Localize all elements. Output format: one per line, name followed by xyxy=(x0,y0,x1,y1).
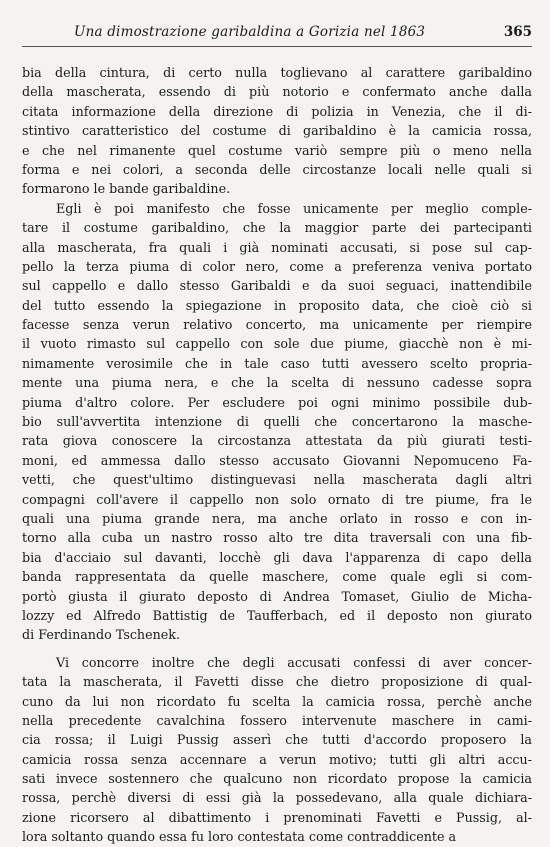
text-line: cia rossa; il Luigi Pussig asserì che tutti d'accordo proposero la xyxy=(22,732,532,748)
text-line: della mascherata, essendo di più notorio e confermato anche dalla xyxy=(22,84,532,100)
text-line: banda rappresentata da quelle maschere, come quale egli si com- xyxy=(22,569,532,585)
text-line: pello la terza piuma di color nero, come a preferenza veniva portato xyxy=(22,258,532,274)
text-line: formarono le bande garibaldine. xyxy=(22,181,231,197)
text-line: del tutto essendo la spiegazione in proposito data, che cioè ciò si xyxy=(22,297,532,313)
text-line: forma e nei colori, a seconda delle circostanze locali nelle quali si xyxy=(22,161,532,177)
running-title: Una dimostrazione garibaldina a Gorizia nel 1863 xyxy=(74,24,426,40)
text-line: rata giova conoscere la circostanza attestata da più giurati testi- xyxy=(22,433,532,449)
text-line: facesse senza verun relativo concerto, ma unicamente per riempire xyxy=(22,317,532,333)
text-line: sati invece sostennero che qualcuno non ricordato propose la camicia xyxy=(22,771,532,787)
paragraph xyxy=(22,653,532,847)
text-line: compagni coll'avere il cappello non solo ornato di tre piume, fra le xyxy=(22,491,532,507)
text-line: Egli è poi manifesto che fosse unicamente per meglio comple- xyxy=(56,200,532,216)
text-line: alla mascherata, fra quali i già nominati accusati, si pose sul cap- xyxy=(22,239,532,255)
text-line: lora soltanto quando essa fu loro contestata come contraddicente a xyxy=(22,829,457,845)
text-line: nimamente verosimile che in tale caso tutti avessero scelto propria- xyxy=(22,355,532,371)
text-line: bia d'acciaio sul davanti, locchè gli dava l'apparenza di capo della xyxy=(22,549,532,565)
page-number: 365 xyxy=(503,24,532,40)
text-line: moni, ed ammessa dallo stesso accusato Giovanni Nepomuceno Fa- xyxy=(22,452,532,468)
text-line: sul cappello e dallo stesso Garibaldi e da suoi seguaci, inattendibile xyxy=(22,278,532,294)
text-line: di Ferdinando Tschenek. xyxy=(22,627,181,643)
text-line: tata la mascherata, il Favetti disse che dietro proposizione di qual- xyxy=(22,674,532,690)
text-line: portò giusta il giurato deposto di Andrea Tomaset, Giulio de Micha- xyxy=(22,588,532,604)
text-line: rossa, perchè diversi di essi già la possedevano, alla quale dichiara- xyxy=(22,790,532,806)
text-line: mente una piuma nera, e che la scelta di nessuno cadesse sopra xyxy=(22,375,532,391)
text-line: il vuoto rimasto sul cappello con sole due piume, giacchè non è mi- xyxy=(22,336,532,352)
text-line: quali una piuma grande nera, ma anche orlato in rosso e con in- xyxy=(22,510,532,526)
paragraph xyxy=(22,199,532,645)
page-header xyxy=(22,20,532,46)
text-line: lozzy ed Alfredo Battistig de Taufferbach, ed il deposto non giurato xyxy=(22,607,532,623)
text-line: bia della cintura, di certo nulla toglievano al carattere garibaldino xyxy=(22,65,532,80)
text-line: vetti, che quest'ultimo distinguevasi nella mascherata dagli altri xyxy=(22,472,532,488)
text-line: Vi concorre inoltre che degli accusati confessi di aver concer- xyxy=(56,654,532,670)
text-line: torno alla cuba un nastro rosso alto tre dita traversali con una fib- xyxy=(22,530,532,546)
text-line: piuma d'altro colore. Per escludere poi ogni minimo possibile dub- xyxy=(22,394,532,410)
text-line: citata informazione della direzione di polizia in Venezia, che il di- xyxy=(22,103,532,119)
text-line: cuno da lui non ricordato fu scelta la camicia rossa, perchè anche xyxy=(22,693,532,709)
header-rule xyxy=(22,46,532,47)
paragraph-gap xyxy=(22,645,532,653)
paragraph xyxy=(22,63,532,199)
text-line: tare il costume garibaldino, che la maggior parte dei partecipanti xyxy=(22,220,532,236)
text-line: zione ricorsero al dibattimento i prenominati Favetti e Pussig, al- xyxy=(22,809,532,825)
text-line: e che nel rimanente quel costume variò sempre più o meno nella xyxy=(22,142,532,158)
text-line: camicia rossa senza accennare a verun motivo; tutti gli altri accu- xyxy=(22,751,532,767)
body-text xyxy=(22,63,532,847)
text-line: bio sull'avvertita intenzione di quelli che concertarono la masche- xyxy=(22,414,532,430)
text-line: stintivo caratteristico del costume di garibaldino è la camicia rossa, xyxy=(22,123,532,139)
text-line: nella precedente cavalchina fossero intervenute maschere in cami- xyxy=(22,712,532,728)
